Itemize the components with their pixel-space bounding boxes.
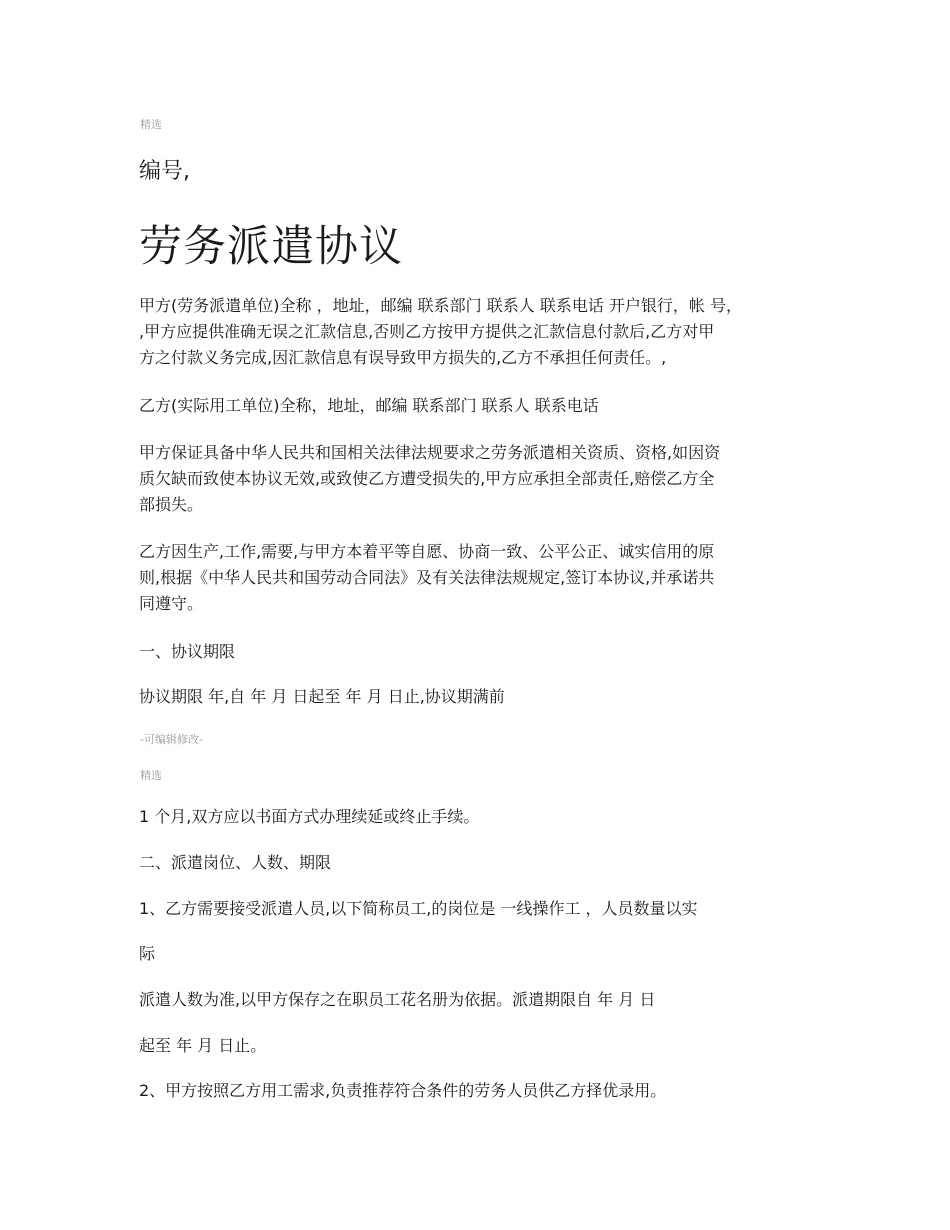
header-mark: 精选	[140, 118, 162, 131]
party-a-line-2: ,甲方应提供准确无误之汇款信息,否则乙方按甲方提供之汇款信息付款后,乙方对甲	[139, 322, 715, 341]
section-2-heading: 二、派遣岗位、人数、期限	[139, 853, 332, 872]
party-b-paragraph: 乙方(实际用工单位)全称，地址，邮编 联系部门 联系人 联系电话	[139, 396, 599, 415]
purpose-line-2: 则,根据《中华人民共和国劳动合同法》及有关法律法规规定,签订本协议,并承诺共	[139, 568, 715, 587]
item-1-line-2: 际	[139, 944, 156, 963]
purpose-line-1: 乙方因生产,工作,需要,与甲方本着平等自愿、协商一致、公平公正、诚实信用的原	[139, 542, 715, 561]
party-a-paragraph	[139, 293, 811, 371]
document-title: 劳务派遣协议	[139, 222, 403, 272]
purpose-line-3: 同遵守。	[139, 594, 204, 613]
guarantee-line-2: 质欠缺而致使本协议无效,或致使乙方遭受损失的,甲方应承担全部责任,赔偿乙方全	[139, 469, 715, 488]
item-1-line-1: 1、乙方需要接受派遣人员,以下简称员工,的岗位是 一线操作工 ，人员数量以实	[139, 899, 698, 918]
section-1-text: 协议期限 年,自 年 月 日起至 年 月 日止,协议期满前	[139, 687, 505, 706]
header-mark-page-2: 精选	[140, 769, 162, 782]
item-2-line: 2、甲方按照乙方用工需求,负责推荐符合条件的劳务人员供乙方择优录用。	[139, 1081, 667, 1100]
guarantee-line-3: 部损失。	[139, 495, 204, 514]
item-1-line-4: 起至 年 月 日止。	[139, 1036, 267, 1055]
contract-number-label: 编号,	[139, 159, 190, 184]
section-1-heading: 一、协议期限	[139, 642, 236, 661]
renewal-line: 1 个月,双方应以书面方式办理续延或终止手续。	[139, 807, 480, 826]
guarantee-paragraph	[139, 440, 811, 518]
guarantee-line-1: 甲方保证具备中华人民共和国相关法律法规要求之劳务派遣相关资质、资格,如因资	[139, 443, 721, 462]
party-a-line-3: 方之付款义务完成,因汇款信息有误导致甲方损失的,乙方不承担任何责任。,	[139, 348, 667, 367]
footer-mark: -可编辑修改-	[140, 733, 203, 746]
party-a-line-1: 甲方(劳务派遣单位)全称 ，地址，邮编 联系部门 联系人 联系电话 开户银行，帐 号，	[139, 296, 743, 315]
item-1-line-3: 派遣人数为准,以甲方保存之在职员工花名册为依据。派遣期限自 年 月 日	[139, 990, 656, 1009]
purpose-paragraph	[139, 539, 811, 617]
